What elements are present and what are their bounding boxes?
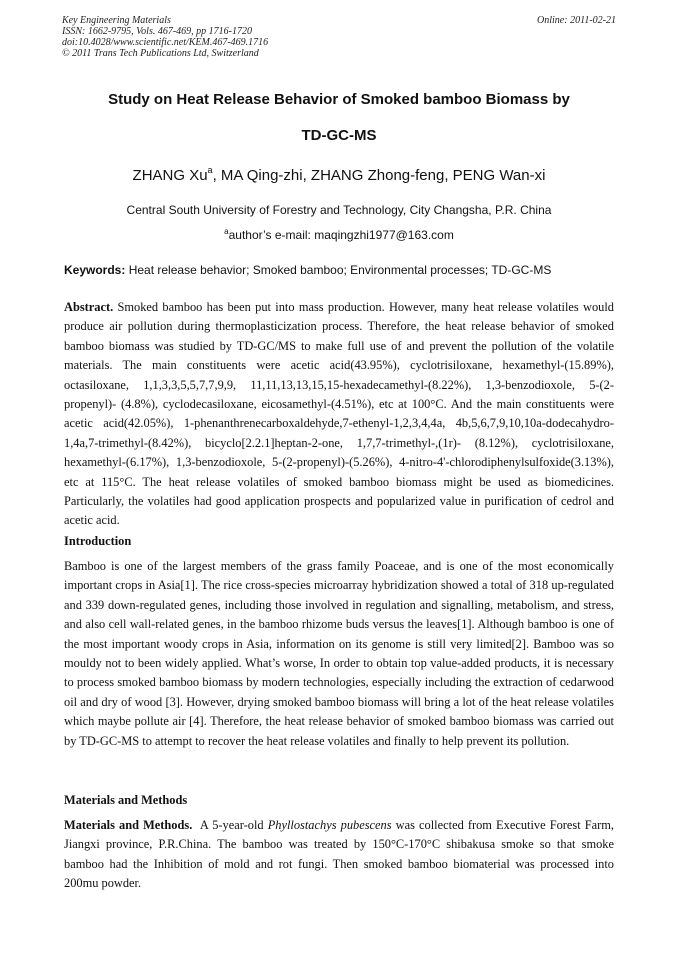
abstract — [64, 298, 614, 531]
affiliation: Central South University of Forestry and Technology, City Changsha, P.R. China — [126, 203, 552, 217]
journal-doi: doi:10.4028/www.scientific.net/KEM.467-469.1716 — [62, 37, 269, 48]
materials-label: Materials and Methods. — [64, 818, 193, 832]
materials-text: was collected from Executive Forest Farm, Jiangxi province, P.R.China. The bamboo was treated by 150°C-170°C shibakusa smoke so that smoke bamboo had the Inhibition of mold and rot fungi. Then smoked bamboo biomaterial was processed into 200mu powder. — [64, 818, 615, 891]
abstract-text: Smoked bamboo has been put into mass production. However, many heat release volatiles would produce air pollution during thermoplasticization process. Therefore, the heat release behavior of smoked bamboo biomass was studied by TD-GC/MS to make full use of and prevent the pollution of the volatile materials. The main constituents were acetic acid(43.95%), cyclotrisiloxane, hexamethyl-(15.89%), octasiloxane, 1,1,3,3,5,5,7,7,9,9, 11,11,13,13,15,15-hexadecamethyl-(8.22%), 1,3-benzodioxole, 5-(2-propenyl)- (4.8%), cyclodecasiloxane, eicosamethyl-(4.51%), etc at 100°C. And the main constituents were acetic acid(42.05%), 1-phenanthrenecarboxaldehyde,7-ethenyl-1,2,3,4,4a, 4b,5,6,7,9,10,10a-dodecahydro-1,4a,7-trimethyl-(8.42%), bicyclo[2.2.1]heptan-2-one, 1,7,7-trimethyl-,(1r)- (8.12%), cyclotrisiloxane, hexamethyl-(6.17%), 1,3-benzodioxole, 5-(2-propenyl)-(5.26%), 4-nitro-4'-chlorodiphenylsulfoxide(3.13%), etc at 115°C. The heat release volatiles of smoked bamboo biomass might be used as biomedicines. Particularly, the volatiles had good application prospects and popularized value in purification of cedrol and acetic acid. — [64, 300, 614, 528]
introduction-heading: Introduction — [64, 534, 132, 548]
abstract-label: Abstract. — [64, 300, 114, 314]
keywords — [64, 263, 624, 277]
journal-issn: ISSN: 1662-9795, Vols. 467-469, pp 1716-1720 — [62, 26, 252, 37]
email-text: author’s e-mail: maqingzhi1977@163.com — [228, 228, 454, 242]
author-list — [20, 167, 658, 184]
materials-pre: A 5-year-old — [199, 818, 264, 832]
species-name: Phyllostachys pubescens — [267, 818, 392, 832]
author-email — [20, 228, 658, 242]
paper-title-line-1: Study on Heat Release Behavior of Smoked bamboo Biomass by — [108, 91, 570, 108]
keywords-label: Keywords: — [64, 263, 126, 277]
journal-name: Key Engineering Materials — [62, 15, 171, 26]
first-author: ZHANG Xu — [132, 167, 208, 184]
keywords-text: Heat release behavior; Smoked bamboo; Environmental processes; TD-GC-MS — [128, 263, 552, 277]
introduction-paragraph: Bamboo is one of the largest members of the grass family Poaceae, and is one of the most economically important crops in Asia[1]. The rice cross-species microarray hybridization showed a total of 318 up-regulated and 339 down-regulated genes, including those involved in regulation and signalling, metabolism, and stress, and also cell wall-related genes, in the bamboo rhizome buds versus the leaves[1]. Although bamboo is one of the most important woody crops in Asia, information on its genome is still very limited[2]. Bamboo was so mouldy not to been widely applied. What’s worse, In order to obtain top value-added products, it is necessary to process smoked bamboo biomass by modern technologies, especially including the extraction of cedarwood oil and dry of wood [3]. However, drying smoked bamboo biomass will bring a lot of the heat release volatiles which maybe pollute air [4]. Therefore, the heat release behavior of smoked bamboo biomass was carried out by TD-GC-MS to attempt to recover the heat release volatiles and finally to help prevent its pollution. — [64, 559, 614, 748]
online-date: Online: 2011-02-21 — [537, 15, 616, 26]
other-authors: , MA Qing-zhi, ZHANG Zhong-feng, PENG Wan-xi — [212, 167, 546, 184]
author-superscript: a — [207, 165, 213, 175]
email-superscript: a — [224, 227, 229, 236]
journal-copyright: © 2011 Trans Tech Publications Ltd, Switzerland — [62, 48, 259, 59]
materials-paragraph — [64, 816, 614, 894]
materials-heading: Materials and Methods — [64, 793, 188, 807]
journal-header — [62, 15, 268, 59]
paper-title-line-2: TD-GC-MS — [301, 127, 377, 144]
